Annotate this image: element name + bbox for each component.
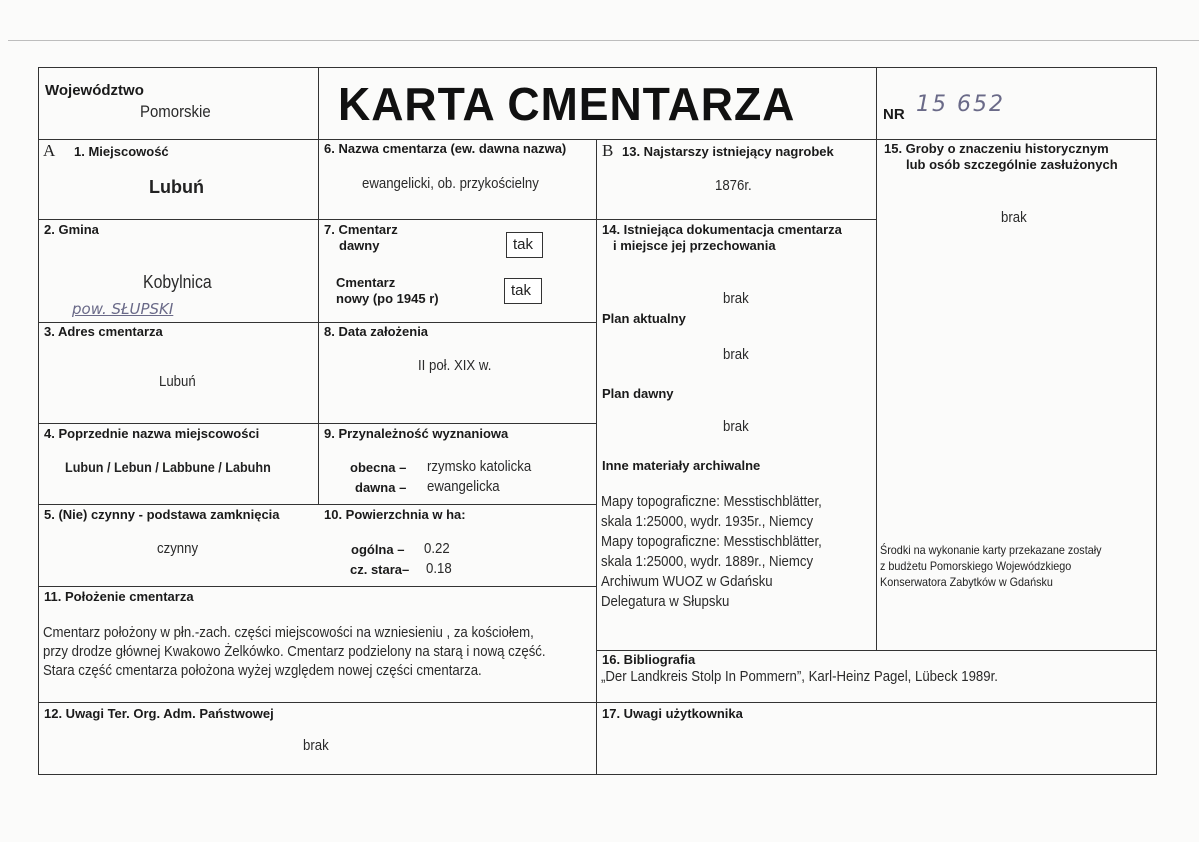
field-6-value: ewangelicki, ob. przykościelny xyxy=(362,175,539,192)
field-14-label-1: 14. Istniejąca dokumentacja cmentarza xyxy=(602,222,842,237)
field-10-ogolna-value: 0.22 xyxy=(424,540,450,557)
field-5-value: czynny xyxy=(157,540,199,557)
archival-line-4: skala 1:25000, wydr. 1889r., Niemcy xyxy=(601,553,814,570)
funding-line-1: Środki na wykonanie karty przekazane zostały xyxy=(880,543,1102,557)
field-15-label-1: 15. Groby o znaczeniu historycznym xyxy=(884,141,1109,156)
field-2-value: Kobylnica xyxy=(143,272,212,292)
plan-dawny-label: Plan dawny xyxy=(602,386,674,401)
field-3-label: 3. Adres cmentarza xyxy=(44,324,163,339)
field-7-label: 7. Cmentarz xyxy=(324,222,398,237)
field-9-dawna-value: ewangelicka xyxy=(427,478,500,495)
field-17-label: 17. Uwagi użytkownika xyxy=(602,706,743,721)
field-10-label: 10. Powierzchnia w ha: xyxy=(324,507,466,522)
plan-aktualny-label: Plan aktualny xyxy=(602,311,686,326)
field-7-dawny-label: dawny xyxy=(339,238,380,253)
section-a-marker: A xyxy=(43,141,56,160)
archival-line-2: skala 1:25000, wydr. 1935r., Niemcy xyxy=(601,513,814,530)
field-8-label: 8. Data założenia xyxy=(324,324,429,339)
field-16-value: „Der Landkreis Stolp In Pommern”, Karl-Heinz Pagel, Lübeck 1989r. xyxy=(601,668,998,685)
field-10-stara-label: cz. stara– xyxy=(350,562,410,577)
field-13-value: 1876r. xyxy=(715,177,752,194)
archival-line-5: Archiwum WUOZ w Gdańsku xyxy=(601,573,773,590)
field-10-stara-value: 0.18 xyxy=(426,560,452,577)
field-11-line-2: przy drodze głównej Kwakowo Żelkówko. Cmentarz podzielony na starą i nową część. xyxy=(43,643,546,660)
field-14-value-1: brak xyxy=(723,290,749,307)
field-12-label: 12. Uwagi Ter. Org. Adm. Państwowej xyxy=(44,706,274,721)
field-8-value: II poł. XIX w. xyxy=(418,357,492,374)
field-9-dawna-label: dawna – xyxy=(355,480,407,495)
field-4-value: Lubun / Lebun / Labbune / Labuhn xyxy=(65,459,271,475)
field-11-line-1: Cmentarz położony w płn.-zach. części miejscowości na wzniesieniu , za kościołem, xyxy=(43,624,534,641)
field-9-label: 9. Przynależność wyznaniowa xyxy=(324,426,509,441)
funding-line-2: z budżetu Pomorskiego Wojewódzkiego xyxy=(880,559,1072,573)
field-14-label-2: i miejsce jej przechowania xyxy=(613,238,776,253)
field-1-value: Lubuń xyxy=(149,177,204,197)
nr-value: 15 652 xyxy=(916,92,1005,117)
field-7-dawny-box: tak xyxy=(506,232,543,258)
field-15-label-2: lub osób szczególnie zasłużonych xyxy=(906,157,1118,172)
field-7-nowy-box: tak xyxy=(504,278,542,304)
field-4-label: 4. Poprzednie nazwa miejscowości xyxy=(44,426,260,441)
page-edge-line xyxy=(8,40,1199,41)
section-b-marker: B xyxy=(602,141,614,160)
field-9-obecna-label: obecna – xyxy=(350,460,407,475)
archival-line-1: Mapy topograficzne: Messtischblätter, xyxy=(601,493,822,510)
field-6-label: 6. Nazwa cmentarza (ew. dawna nazwa) xyxy=(324,141,567,156)
field-14-value-2: brak xyxy=(723,346,749,363)
field-11-label: 11. Położenie cmentarza xyxy=(44,589,194,604)
field-16-label: 16. Bibliografia xyxy=(602,652,696,667)
field-9-obecna-value: rzymsko katolicka xyxy=(427,458,532,475)
page-title: KARTA CMENTARZA xyxy=(338,78,796,130)
field-1-label: 1. Miejscowość xyxy=(74,144,169,159)
field-3-value: Lubuń xyxy=(159,373,196,390)
field-15-value: brak xyxy=(1001,209,1027,226)
field-12-value: brak xyxy=(303,737,329,754)
field-10-ogolna-label: ogólna – xyxy=(351,542,405,557)
funding-line-3: Konserwatora Zabytków w Gdańsku xyxy=(880,575,1053,589)
archival-line-6: Delegatura w Słupsku xyxy=(601,593,730,610)
field-2-label: 2. Gmina xyxy=(44,222,99,237)
field-5-label: 5. (Nie) czynny - podstawa zamknięcia xyxy=(44,507,280,522)
field-2-handwritten-note: pow. SŁUPSKI xyxy=(72,300,174,318)
field-11-line-3: Stara część cmentarza położona wyżej względem nowej części cmentarza. xyxy=(43,662,482,679)
nr-label: NR xyxy=(883,106,905,123)
archival-line-3: Mapy topograficzne: Messtischblätter, xyxy=(601,533,822,550)
field-14-value-3: brak xyxy=(723,418,749,435)
voivodeship-label: Województwo xyxy=(45,82,144,99)
field-13-label: 13. Najstarszy istniejący nagrobek xyxy=(622,144,834,159)
field-7-nowy-label-1: Cmentarz xyxy=(336,275,396,290)
field-7-nowy-label-2: nowy (po 1945 r) xyxy=(336,291,439,306)
inne-materialy-label: Inne materiały archiwalne xyxy=(602,458,761,473)
voivodeship-value: Pomorskie xyxy=(140,102,211,121)
